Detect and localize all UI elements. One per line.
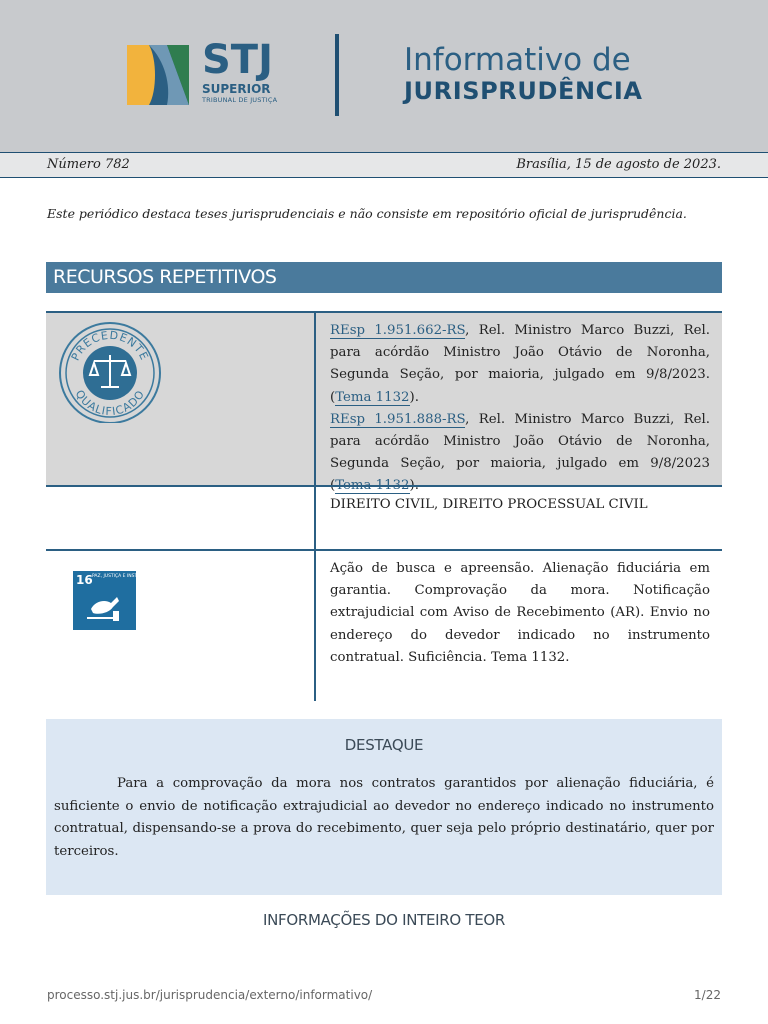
row-left [46, 313, 314, 485]
ods-text: PAZ, JUSTIÇA E INSTITUIÇÕES EFICAZES [92, 574, 182, 579]
processo-text-1: , Rel. Ministro Marco Buzzi, Rel. para acórdão Ministro João Otávio de Noronha, Segunda Seção, por maioria, julgado em 9/8/2023. ( [330, 323, 710, 405]
header-divider [335, 34, 339, 116]
case-table [46, 311, 722, 701]
tema-value: Ação de busca e apreensão. Alienação fiduciária em garantia. Comprovação da mora. Notificação extrajudicial com Aviso de Recebimento (AR). Envio no endereço do devedor indicado no instrumento contratual. Suficiência. Tema 1132. [330, 561, 710, 665]
processo-text-2: , Rel. Ministro Marco Buzzi, Rel. para acórdão Ministro João Otávio de Noronha, Segunda Seção, por maioria, julgado em 9/8/2023 ( [330, 411, 710, 494]
issue-number: Número 782 [47, 157, 130, 172]
processo-content [330, 320, 710, 498]
stj-logo-icon [127, 45, 189, 105]
tema-link-2[interactable]: Tema 1132 [335, 478, 410, 494]
seal-top-text: PRECEDENTE [68, 328, 152, 363]
precedente-qualificado-seal-icon [56, 321, 164, 423]
row-ramo-do-direito [46, 485, 722, 549]
page-number: 1/22 [694, 988, 721, 1002]
tema-link-1[interactable]: Tema 1132 [335, 389, 410, 405]
destaque-text: Para a comprovação da mora nos contratos garantidos por alienação fiduciária, é suficiente o envio de notificação extrajudicial ao devedor no endereço indicado no instrumento contratual, dispensando-se a prova do recebimento, quer seja pelo próprio destinatário, quer por terceiros. [54, 776, 714, 859]
destaque-title: DESTAQUE [344, 736, 424, 754]
column-divider [314, 487, 316, 549]
logo-text: STJ [202, 37, 273, 83]
logo-subtitle: SUPERIOR [202, 82, 271, 96]
resp-link-1[interactable]: REsp 1.951.662-RS [330, 323, 466, 338]
section-title: RECURSOS REPETITIVOS [53, 266, 277, 288]
resp-link-2[interactable]: REsp 1.951.888-RS [330, 411, 466, 427]
processo-end-1: ). [409, 389, 419, 405]
logo-subtitle-small: TRIBUNAL DE JUSTIÇA [202, 96, 278, 104]
ramo-value: DIREITO CIVIL, DIREITO PROCESSUAL CIVIL [330, 497, 648, 512]
publication-title: Informativo de [404, 42, 631, 78]
page-header [0, 0, 768, 152]
ods-number: 16 [76, 573, 93, 587]
row-left [46, 487, 314, 549]
issue-bar [0, 152, 768, 178]
column-divider [314, 313, 316, 485]
seal-bottom-text: QUALIFICADO [72, 387, 148, 419]
row-left [46, 551, 314, 701]
ods-16-peace-justice-icon [73, 571, 182, 630]
publication-title-bold: JURISPRUDÊNCIA [404, 77, 643, 105]
column-divider [314, 551, 316, 701]
issue-date: Brasília, 15 de agosto de 2023. [516, 157, 721, 172]
row-tema [46, 549, 722, 701]
row-processo [46, 311, 722, 494]
disclaimer: Este periódico destaca teses jurisprudenciais e não consiste em repositório oficial de jurisprudência. [47, 206, 687, 221]
footer-url[interactable]: processo.stj.jus.br/jurisprudencia/externo/informativo/ [47, 988, 373, 1002]
destaque-box [46, 719, 722, 895]
inteiro-teor-title: INFORMAÇÕES DO INTEIRO TEOR [262, 911, 506, 929]
section-header [46, 262, 722, 293]
processo-end-2: ). [409, 478, 419, 494]
svg-text:PAZ, JUSTIÇA E INSTITUIÇÕES EF [92, 572, 182, 579]
